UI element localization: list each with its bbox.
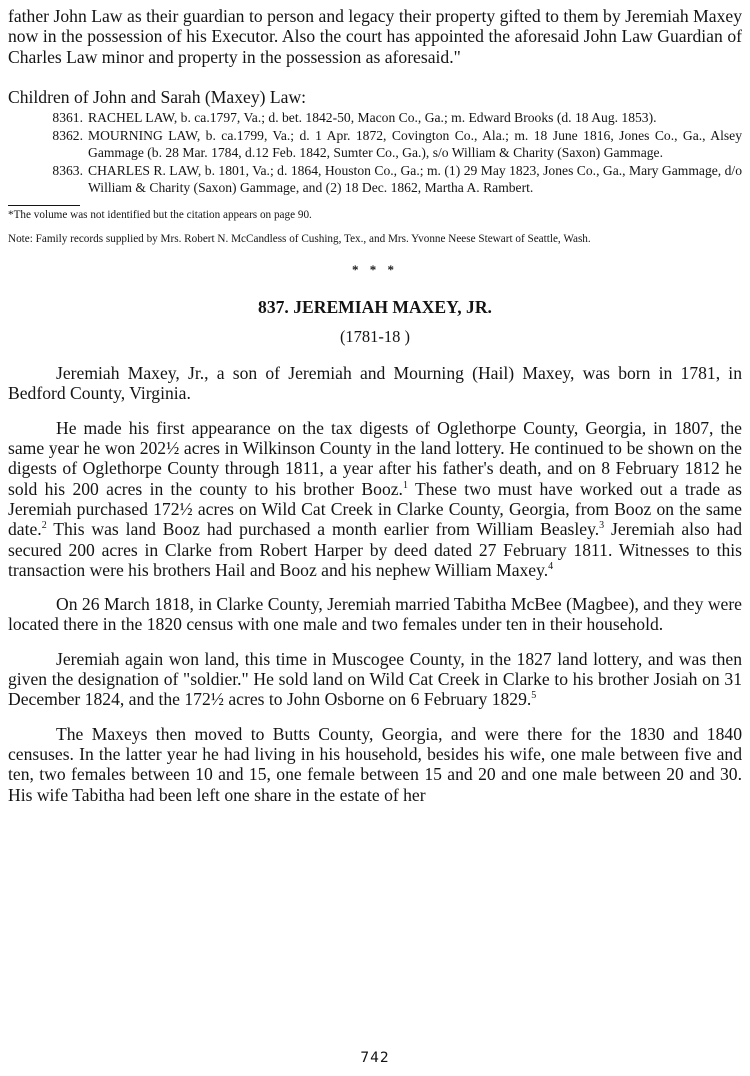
document-page <box>8 6 742 805</box>
child-number: 8363. <box>52 163 83 179</box>
footnote-divider <box>8 205 80 206</box>
list-item <box>8 109 742 126</box>
footnote-reference: 4 <box>548 561 554 572</box>
family-records-note: Note: Family records supplied by Mrs. Robert N. McCandless of Cushing, Tex., and Mrs. Yvonne Neese Stewart of Seattle, Wash. <box>8 233 591 246</box>
children-list <box>8 109 742 196</box>
body-paragraph <box>8 594 742 635</box>
paragraph-text: He made his first appearance on the tax digests of Oglethorpe County, Georgia, in 1807, the same year he won 202½ acres in Wilkinson County in the land lottery. He continued to be shown on the digests of Oglethorpe County through 1811, a year after his father's death, and on 8 February 1812 he sold his 200 acres in the county to his brother Booz. <box>8 417 742 499</box>
page-number: 742 <box>360 1050 390 1066</box>
list-item <box>8 162 742 196</box>
body-paragraph <box>8 649 742 710</box>
paragraph-text: Jeremiah Maxey, Jr., a son of Jeremiah and Mourning (Hail) Maxey, was born in 1781, in Bedford County, Virginia. <box>8 363 742 404</box>
footnote-reference: 1 <box>402 479 408 491</box>
footnote-star: *The volume was not identified but the citation appears on page 90. <box>8 209 312 222</box>
body-paragraph <box>8 724 742 805</box>
body-paragraph <box>8 418 742 580</box>
opening-paragraph: father John Law as their guardian to person and legacy their property gifted to them by Jeremiah Maxey now in the possession of his Executor. Also the court has appointed the aforesaid John Law Guardian of Charles Law minor and property in the possession as aforesaid." <box>8 6 742 67</box>
section-separator: * * * <box>352 262 398 278</box>
child-number: 8361. <box>52 110 83 126</box>
paragraph-text: Jeremiah again won land, this time in Muscogee County, in the 1827 land lottery, and was then given the designation of "soldier." He sold land on Wild Cat Creek in Clarke to his brother Josiah on 31 December 1824, and the 172½ acres to John Osborne on 6 February 1829. <box>8 648 742 710</box>
body-text <box>8 363 742 805</box>
footnote-reference: 3 <box>599 520 605 532</box>
paragraph-text: Jeremiah also had secured 200 acres in Clarke from Robert Harper by deed dated 27 February 1811. Witnesses to this transaction were his brothers Hail and Booz and his nephew William Maxey. <box>8 519 742 580</box>
child-entry: MOURNING LAW, b. ca.1799, Va.; d. 1 Apr. 1872, Covington Co., Ala.; m. 18 June 1816, Jones Co., Ga., Alsey Gammage (b. 28 Mar. 1784, d.12 Feb. 1842, Sumter Co., Ga.), s/o William & Charity (Saxon) Gammage. <box>88 128 742 161</box>
child-entry: CHARLES R. LAW, b. 1801, Va.; d. 1864, Houston Co., Ga.; m. (1) 29 May 1823, Jones Co., Ga., Mary Gammage, d/o William & Charity (Saxon) Gammage, and (2) 18 Dec. 1862, Martha A. Rambert. <box>88 163 742 196</box>
child-number: 8362. <box>52 128 83 144</box>
body-paragraph <box>8 363 742 404</box>
section-heading: 837. JEREMIAH MAXEY, JR. <box>258 297 492 318</box>
children-heading: Children of John and Sarah (Maxey) Law: <box>8 86 307 107</box>
footnote-reference: 5 <box>531 690 537 702</box>
section-dates: (1781-18 ) <box>339 327 411 347</box>
paragraph-text: On 26 March 1818, in Clarke County, Jeremiah married Tabitha McBee (Magbee), and they were located there in the 1820 census with one male and two females under ten in their household. <box>8 594 742 635</box>
paragraph-text: The Maxeys then moved to Butts County, Georgia, and were there for the 1830 and 1840 censuses. In the latter year he had living in his household, besides his wife, one male between five and ten, two females between 10 and 15, one female between 15 and 20 and one male between 20 and 30. His wife Tabitha had been left one share in the estate of her <box>8 723 742 805</box>
child-entry: RACHEL LAW, b. ca.1797, Va.; d. bet. 1842-50, Macon Co., Ga.; m. Edward Brooks (d. 18 Aug. 1853). <box>88 110 657 126</box>
footnote-reference: 2 <box>41 520 47 532</box>
paragraph-text: This was land Booz had purchased a month earlier from William Beasley. <box>46 519 600 540</box>
paragraph-text: These two must have worked out a trade as Jeremiah purchased 172½ acres on Wild Cat Creek in Clarke County, Georgia, from Booz on the same date. <box>8 478 743 540</box>
list-item <box>8 127 742 161</box>
